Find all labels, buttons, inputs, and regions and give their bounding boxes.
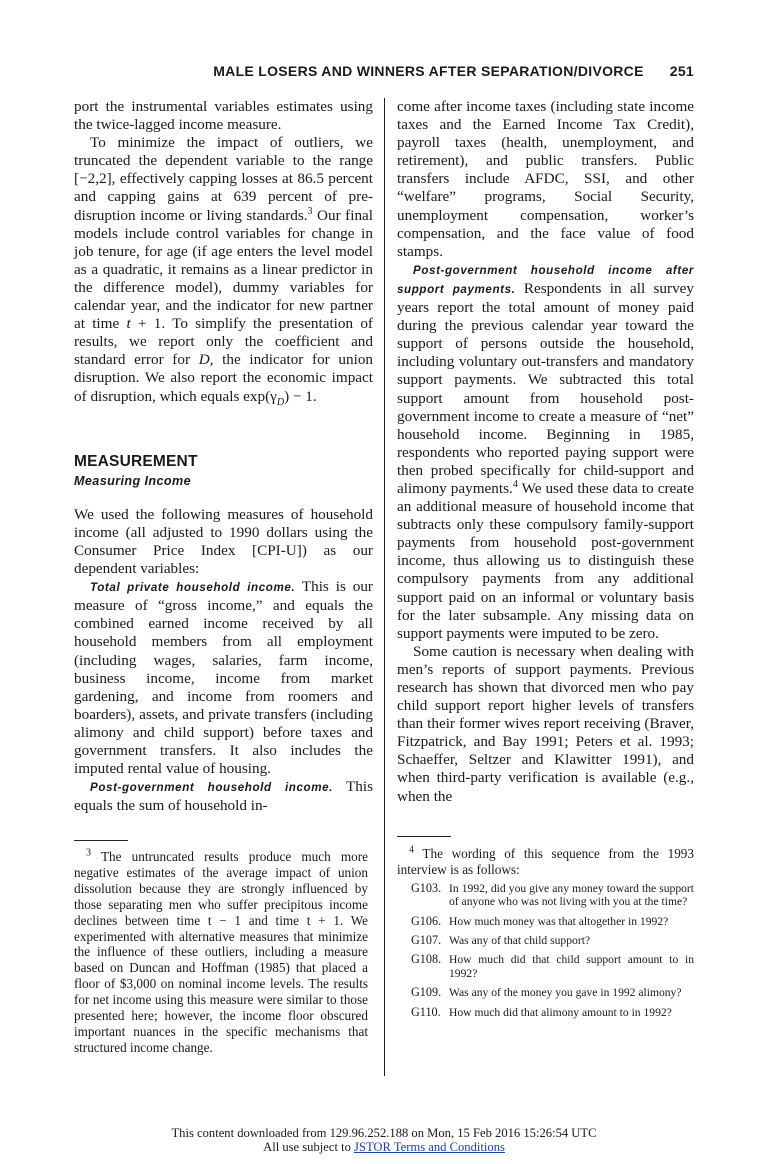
footnote-ref[interactable]: 4 [512,478,518,490]
paragraph: Some caution is necessary when dealing with men’s reports of support payments. Previous research has shown that divorced men who pay child support report higher levels of transfers than their former wives report receiving (Braver, Fitzpatrick, and Bay 1991; Peters et al. 1993; Schaeffer, Seltzer and Klawitter 1991), and when third-party verification is available (e.g., when the [397,642,694,805]
list-item: G106. How much money was that altogether in 1992? [411,913,669,928]
column-divider [384,98,385,1076]
jstor-terms-link[interactable]: JSTOR Terms and Conditions [354,1140,505,1154]
paragraph: We used the following measures of household income (all adjusted to 1990 dollars using the Consumer Price Index [CPI-U]) as our dependent variables: [74,505,373,578]
footnote-3: $^3$ The untruncated results produce much more negative estimates of the average impact of union dissolution because they are strongly influenced by those separating men who suffer precipitous income declines between time t − 1 and time t + 1. We experimented with alternative measures that minimize the influence of these outliers, including a measure based on Duncan and Hoffman (1985) that placed a floor of $3,000 on nominal income levels. The results for net income using this measure were similar to those presented here; however, the income floor obscured important nuances in the specific mechanisms that structured income change. [74,847,368,1055]
section-title: MEASUREMENT [74,452,198,470]
list-item: G103. In 1992, did you give any money toward the support of anyone who was not living with you at the time? [411,880,694,909]
running-title: MALE LOSERS AND WINNERS AFTER SEPARATION/DIVORCE [213,63,644,79]
paragraph: come after income taxes (including state income taxes and the Earned Income Tax Credit), payroll taxes (health, unemployment, and retirement), and public transfers. Public transfers include AFDC, SSI, and other “welfare” programs, Social Security, unemployment compensation, worker’s compensation, and the face value of food stamps. [397,98,694,260]
page-number: 251 [669,63,694,79]
running-header [74,63,694,79]
download-notice [0,1126,768,1154]
paragraph: port the instrumental variables estimates using the twice-lagged income measure. [74,98,373,134]
footnote-ref[interactable]: 3 [307,205,313,217]
paragraph: To minimize the impact of outliers, we truncated the dependent variable to the range [−2,2], effectively capping losses at 86.5 percent and capping gains at 639 percent of pre-disruption income or living standards.$^3$ Our final models include control variables for change in job tenure, for age (if age enters the level model as a quadratic, it remains as a linear predictor in the difference model), dummy variables for calendar year, and the indicator for new partner at time t + 1. To simplify the presentation of results, we report only the coefficient and standard error for D, the indicator for union disruption. We also report the economic impact of disruption, which equals $\exp(\gamma_D) - 1$. [74,134,374,408]
question-list [397,882,694,1019]
paragraph: Post-government household income after support payments. Respondents in all survey years report the total amount of money paid during the previous calendar year toward the support of persons outside the household, including voluntary out-transfers and mandatory support payments. We subtracted this total support amount from household post-government income to create a measure of “net” household income. Beginning in 1985, respondents who reported paying support were then probed specifically for child-support and alimony payments.$^4$ We used these data to create an additional measure of household income that subtracts only these compulsory family-support payments from household post-government income, thus allowing us to distinguish these compulsory payments from any additional support paid on an informal or voluntary basis for the later subsample. Any missing data on support payments were imputed to be zero. [397,263,695,642]
left-column [74,98,373,815]
download-line: This content downloaded from 129.96.252.188 on Mon, 15 Feb 2016 15:26:54 UTC [171,1126,597,1140]
paragraph: Post-government household income. This equals the sum of household in- [74,778,373,815]
run-in-heading: Post-government household income after support payments. [397,263,694,296]
terms-line: All use subject to JSTOR Terms and Conditions [263,1140,505,1154]
footnote-4: $^4$ The wording of this sequence from the 1993 interview is as follows: G103. In 1992, did you give any money toward the support of anyone who was not living with you at the time? G106. How much money was that altogether in 1992? G107. Was any of that child support? G108. How much did that child support amount to in 1992? G109. Was any of the money you gave in 1992 alimony? G110. How much did that alimony amount to in 1992? [397,844,694,1019]
list-item: G110. How much did that alimony amount to in 1992? [411,1004,672,1019]
paragraph: Total private household income. This is our measure of “gross income,” and equals the combined earned income received by all household members from all employment (including wages, salaries, farm income, business income, income from market gardening, and income from roomers and boarders), assets, and private transfers (including alimony and child support) before taxes and government transfers. It also includes the imputed rental value of housing. [74,578,373,778]
subsection-title: Measuring Income [74,473,191,488]
list-item: G109. Was any of the money you gave in 1992 alimony? [411,985,682,1000]
right-column [397,98,694,806]
list-item: G108. How much did that child support amount to in 1992? [411,952,694,980]
run-in-heading: Post-government household income. [90,781,333,795]
footnote-rule [397,836,451,837]
run-in-heading: Total private household income. [90,581,296,595]
list-item: G107. Was any of that child support? [411,933,591,948]
footnote-rule [74,840,128,841]
